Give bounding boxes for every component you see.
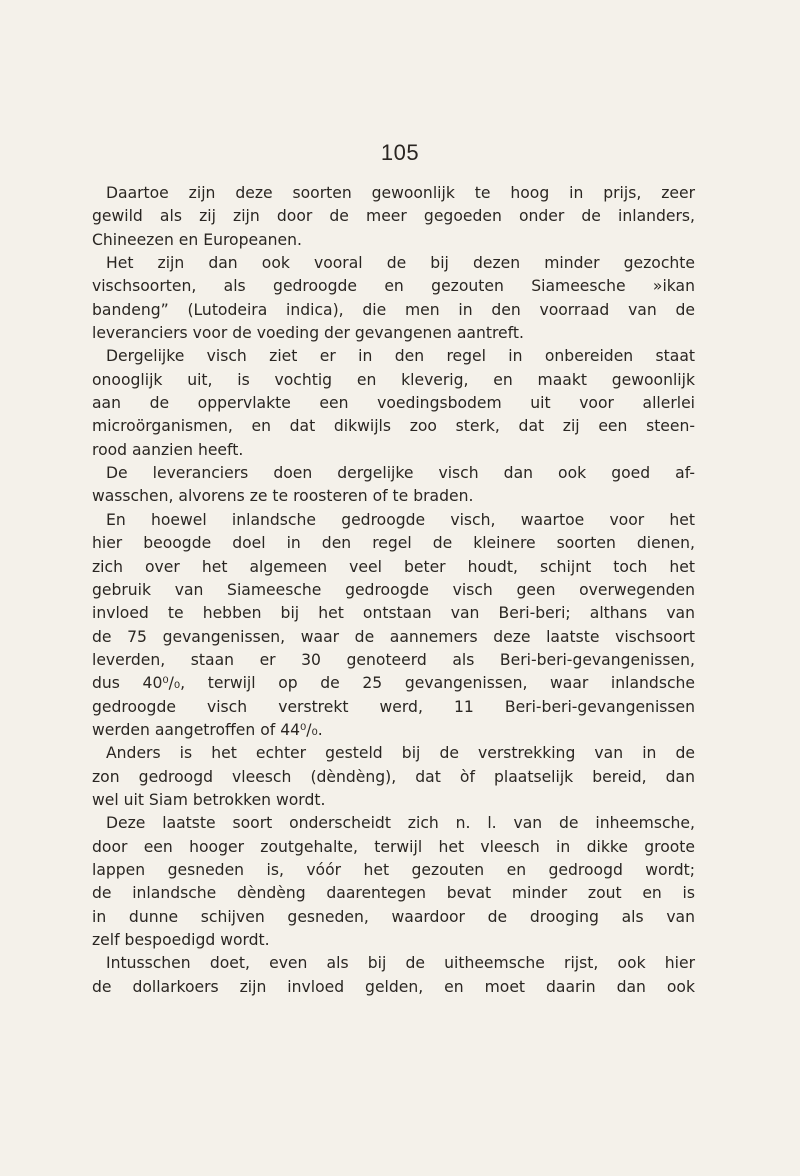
text-line: gewild als zij zijn door de meer gegoeden onder de inlanders, — [92, 207, 695, 226]
text-line: vischsoorten, als gedroogde en gezouten Siameesche »ikan — [92, 277, 695, 296]
text-line: De leveranciers doen dergelijke visch dan ook goed af- — [106, 464, 695, 483]
text-line: Daartoe zijn deze soorten gewoonlijk te hoog in prijs, zeer — [106, 184, 695, 202]
text-line: onooglijk uit, is vochtig en kleverig, en maakt gewoonlijk — [92, 370, 695, 389]
text-line: Dergelijke visch ziet er in den regel in onbereiden staat — [106, 347, 695, 366]
text-line: zich over het algemeen veel beter houdt, schijnt toch het — [92, 557, 695, 576]
text-line: wel uit Siam betrokken wordt. — [92, 790, 326, 809]
text-line: Het zijn dan ook vooral de bij dezen minder gezochte — [106, 254, 695, 273]
text-line: aan de oppervlakte een voedingsbodem uit voor allerlei — [92, 394, 695, 413]
body-text — [92, 182, 695, 999]
text-line: Intusschen doet, even als bij de uitheemsche rijst, ook hier — [106, 954, 695, 973]
text-line: zon gedroogd vleesch (dèndèng), dat òf plaatselijk bereid, dan — [92, 767, 695, 786]
text-line: Deze laatste soort onderscheidt zich n. l. van de inheemsche, — [106, 814, 695, 833]
text-line: invloed te hebben bij het ontstaan van Beri-beri; althans van — [92, 604, 695, 623]
text-line: de 75 gevangenissen, waar de aannemers deze laatste vischsoort — [92, 627, 695, 646]
text-line: gebruik van Siameesche gedroogde visch geen overwegenden — [92, 580, 695, 599]
text-line: leveranciers voor de voeding der gevangenen aantreft. — [92, 324, 524, 343]
text-line: Anders is het echter gesteld bij de verstrekking van in de — [106, 744, 695, 763]
text-line: dus 40⁰/₀, terwijl op de 25 gevangenissen, waar inlandsche — [92, 674, 695, 693]
text-line: hier beoogde doel in den regel de kleinere soorten dienen, — [92, 534, 695, 553]
text-line: in dunne schijven gesneden, waardoor de drooging als van — [92, 907, 695, 926]
text-line: zelf bespoedigd wordt. — [92, 931, 270, 949]
text-line: de inlandsche dèndèng daarentegen bevat minder zout en is — [92, 884, 695, 903]
text-line: gedroogde visch verstrekt werd, 11 Beri-beri-gevangenissen — [92, 697, 695, 716]
text-line: microörganismen, en dat dikwijls zoo sterk, dat zij een steen- — [92, 417, 695, 436]
page-number: 105 — [380, 140, 420, 165]
text-line: bandeng” (Lutodeira indica), die men in den voorraad van de — [92, 300, 695, 319]
text-line: leverden, staan er 30 genoteerd als Beri-beri-gevangenissen, — [92, 650, 695, 669]
text-line: door een hooger zoutgehalte, terwijl het vleesch in dikke groote — [92, 837, 695, 856]
text-line: de dollarkoers zijn invloed gelden, en moet daarin dan ook — [92, 977, 695, 996]
text-line: rood aanzien heeft. — [92, 440, 244, 459]
text-line: Chineezen en Europeanen. — [92, 230, 302, 249]
text-line: En hoewel inlandsche gedroogde visch, waartoe voor het — [106, 510, 695, 529]
text-line: lappen gesneden is, vóór het gezouten en gedroogd wordt; — [92, 860, 695, 879]
text-line: wasschen, alvorens ze te roosteren of te braden. — [92, 487, 474, 506]
text-line: werden aangetroffen of 44⁰/₀. — [92, 720, 323, 739]
